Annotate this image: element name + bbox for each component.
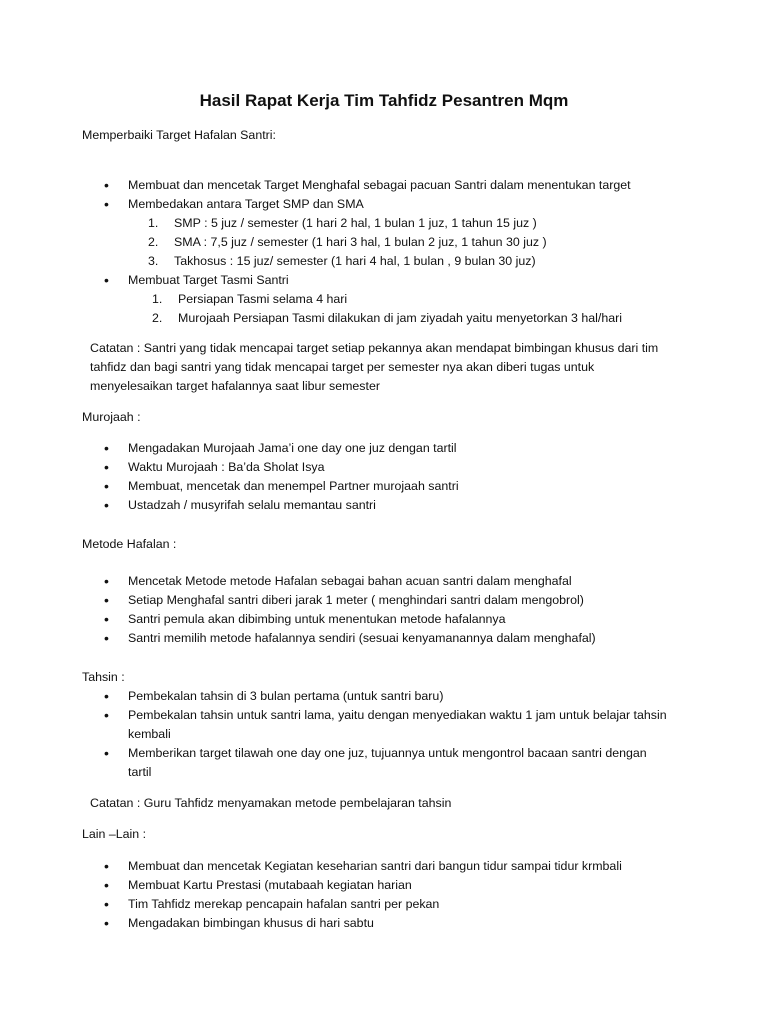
section-heading-target: Memperbaiki Target Hafalan Santri: [82, 128, 276, 142]
list-item: • Mengadakan bimbingan khusus di hari sabtu [0, 914, 668, 933]
list-item: • Pembekalan tahsin untuk santri lama, yaitu dengan menyediakan waktu 1 jam untuk belajar tahsin kembali [0, 706, 668, 744]
list-item: • Ustadzah / musyrifah selalu memantau santri [0, 496, 668, 515]
murojaah-bullet-list [0, 439, 768, 515]
list-item: • Mencetak Metode metode Hafalan sebagai bahan acuan santri dalam menghafal [0, 572, 668, 591]
target-bullet-list [0, 176, 768, 328]
section-heading-metode: Metode Hafalan : [82, 537, 177, 551]
list-item: • Memberikan target tilawah one day one juz, tujuannya untuk mengontrol bacaan santri dengan tartil [0, 744, 668, 782]
list-item: 1. SMP : 5 juz / semester (1 hari 2 hal, 1 bulan 1 juz, 1 tahun 15 juz ) [148, 216, 537, 230]
section-heading-tahsin: Tahsin : [82, 670, 125, 684]
list-item: • Mengadakan Murojaah Jama’i one day one juz dengan tartil [0, 439, 668, 458]
list-item: • Membedakan antara Target SMP dan SMA 1. SMP : 5 juz / semester (1 hari 2 hal, 1 bulan 1 juz, 1 tahun 15 juz ) 2. SMA : 7,5 juz / semester (1 hari 3 hal, 1 bulan 2 juz, 1 tahun 30 juz ) 3. Takhosus : 15 juz/ semester (1 hari 4 hal, 1 bulan , 9 bulan 30 juz) [0, 195, 668, 271]
tahsin-bullet-list [0, 687, 768, 782]
list-item: 3. Takhosus : 15 juz/ semester (1 hari 4 hal, 1 bulan , 9 bulan 30 juz) [148, 254, 536, 268]
list-item: 1. Persiapan Tasmi selama 4 hari [152, 292, 348, 306]
document-title: Hasil Rapat Kerja Tim Tahfidz Pesantren Mqm [199, 91, 569, 110]
catatan-note-tahsin: Catatan : Guru Tahfidz menyamakan metode pembelajaran tahsin [90, 796, 452, 810]
list-item: • Membuat Kartu Prestasi (mutabaah kegiatan harian [0, 876, 668, 895]
list-item: • Santri pemula akan dibimbing untuk menentukan metode hafalannya [0, 610, 668, 629]
list-item: • Membuat dan mencetak Kegiatan keseharian santri dari bangun tidur sampai tidur krmbali [0, 857, 668, 876]
list-item: • Setiap Menghafal santri diberi jarak 1 meter ( menghindari santri dalam mengobrol) [0, 591, 668, 610]
section-heading-lain-lain: Lain –Lain : [82, 827, 147, 841]
list-item: • Membuat dan mencetak Target Menghafal sebagai pacuan Santri dalam menentukan target [0, 176, 668, 195]
list-item: • Santri memilih metode hafalannya sendiri (sesuai kenyamanannya dalam menghafal) [0, 629, 668, 648]
list-item: • Pembekalan tahsin di 3 bulan pertama (untuk santri baru) [0, 687, 668, 706]
metode-bullet-list [0, 572, 768, 648]
tasmi-target-list [134, 290, 668, 328]
catatan-note-target: Catatan : Santri yang tidak mencapai target setiap pekannya akan mendapat bimbingan khusus dari tim tahfidz dan bagi santri yang tidak mencapai target per semester nya akan diberi tugas untuk menyelesaikan target hafalannya saat libur semester [90, 341, 659, 393]
section-heading-murojaah: Murojaah : [82, 410, 141, 424]
list-item: • Membuat Target Tasmi Santri 1. Persiapan Tasmi selama 4 hari 2. Murojaah Persiapan Tasmi dilakukan di jam ziyadah yaitu menyetorkan 3 hal/hari [0, 271, 668, 328]
list-item: 2. Murojaah Persiapan Tasmi dilakukan di jam ziyadah yaitu menyetorkan 3 hal/hari [152, 311, 623, 325]
list-item: • Membuat, mencetak dan menempel Partner murojaah santri [0, 477, 668, 496]
list-item: • Waktu Murojaah : Ba’da Sholat Isya [0, 458, 668, 477]
smp-sma-target-list [130, 214, 668, 271]
list-item: • Tim Tahfidz merekap pencapain hafalan santri per pekan [0, 895, 668, 914]
lain-lain-bullet-list [0, 857, 768, 933]
list-item: 2. SMA : 7,5 juz / semester (1 hari 3 hal, 1 bulan 2 juz, 1 tahun 30 juz ) [148, 235, 547, 249]
